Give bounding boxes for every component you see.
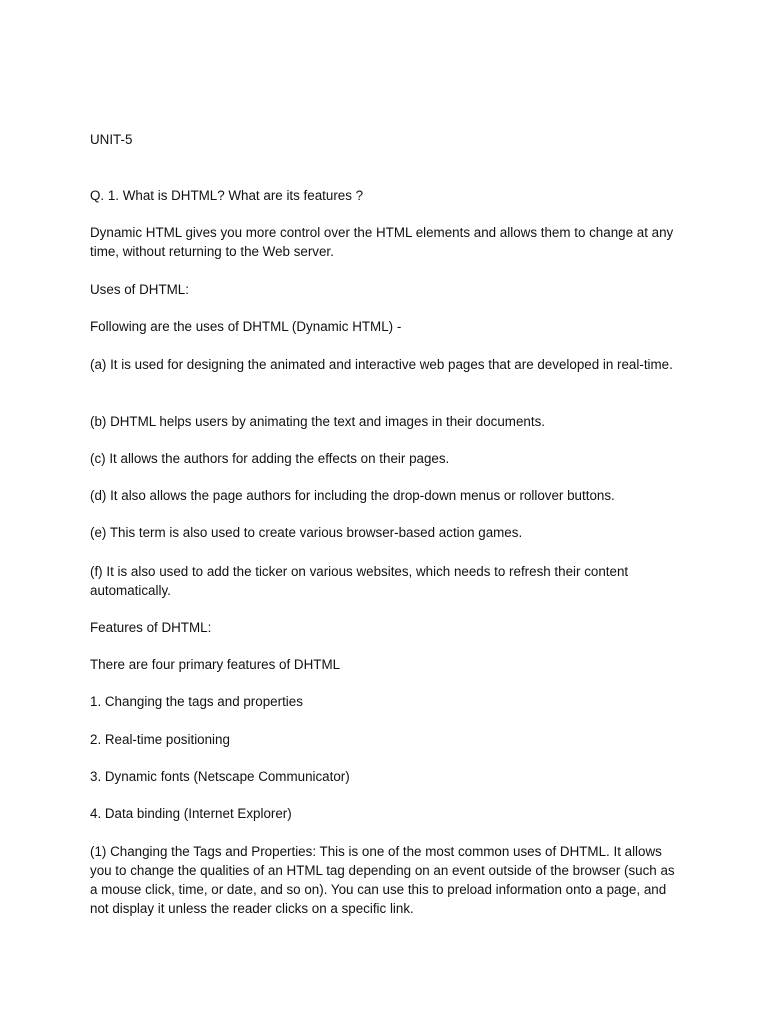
- features-lead: There are four primary features of DHTML: [90, 657, 341, 672]
- use-item-d: (d) It also allows the page authors for including the drop-down menus or rollover buttons.: [90, 488, 615, 503]
- feature-item-3: 3. Dynamic fonts (Netscape Communicator): [90, 769, 350, 784]
- intro-paragraph: Dynamic HTML gives you more control over the HTML elements and allows them to change at any time, without returning to the Web server.: [90, 225, 674, 259]
- question-title: Q. 1. What is DHTML? What are its features ?: [90, 188, 364, 203]
- feature-item-2: 2. Real-time positioning: [90, 732, 230, 747]
- feature-item-4: 4. Data binding (Internet Explorer): [90, 806, 292, 821]
- use-item-a: (a) It is used for designing the animated and interactive web pages that are developed in real-time.: [90, 357, 673, 372]
- uses-heading: Uses of DHTML:: [90, 282, 189, 297]
- use-item-e: (e) This term is also used to create various browser-based action games.: [90, 525, 523, 540]
- use-item-f: (f) It is also used to add the ticker on various websites, which needs to refresh their content automatically.: [90, 564, 629, 598]
- use-item-c: (c) It allows the authors for adding the effects on their pages.: [90, 451, 450, 466]
- features-heading: Features of DHTML:: [90, 620, 212, 635]
- feature-detail-paragraph: (1) Changing the Tags and Properties: This is one of the most common uses of DHTML. It allows you to change the qualities of an HTML tag depending on an event outside of the browser (such as a mouse click, time, or date, and so on). You can use this to preload information onto a page, and not display it unless the reader clicks on a specific link.: [90, 844, 675, 916]
- use-item-b: (b) DHTML helps users by animating the text and images in their documents.: [90, 414, 545, 429]
- uses-lead: Following are the uses of DHTML (Dynamic HTML) -: [90, 319, 402, 334]
- feature-item-1: 1. Changing the tags and properties: [90, 694, 303, 709]
- unit-heading: UNIT-5: [90, 132, 133, 147]
